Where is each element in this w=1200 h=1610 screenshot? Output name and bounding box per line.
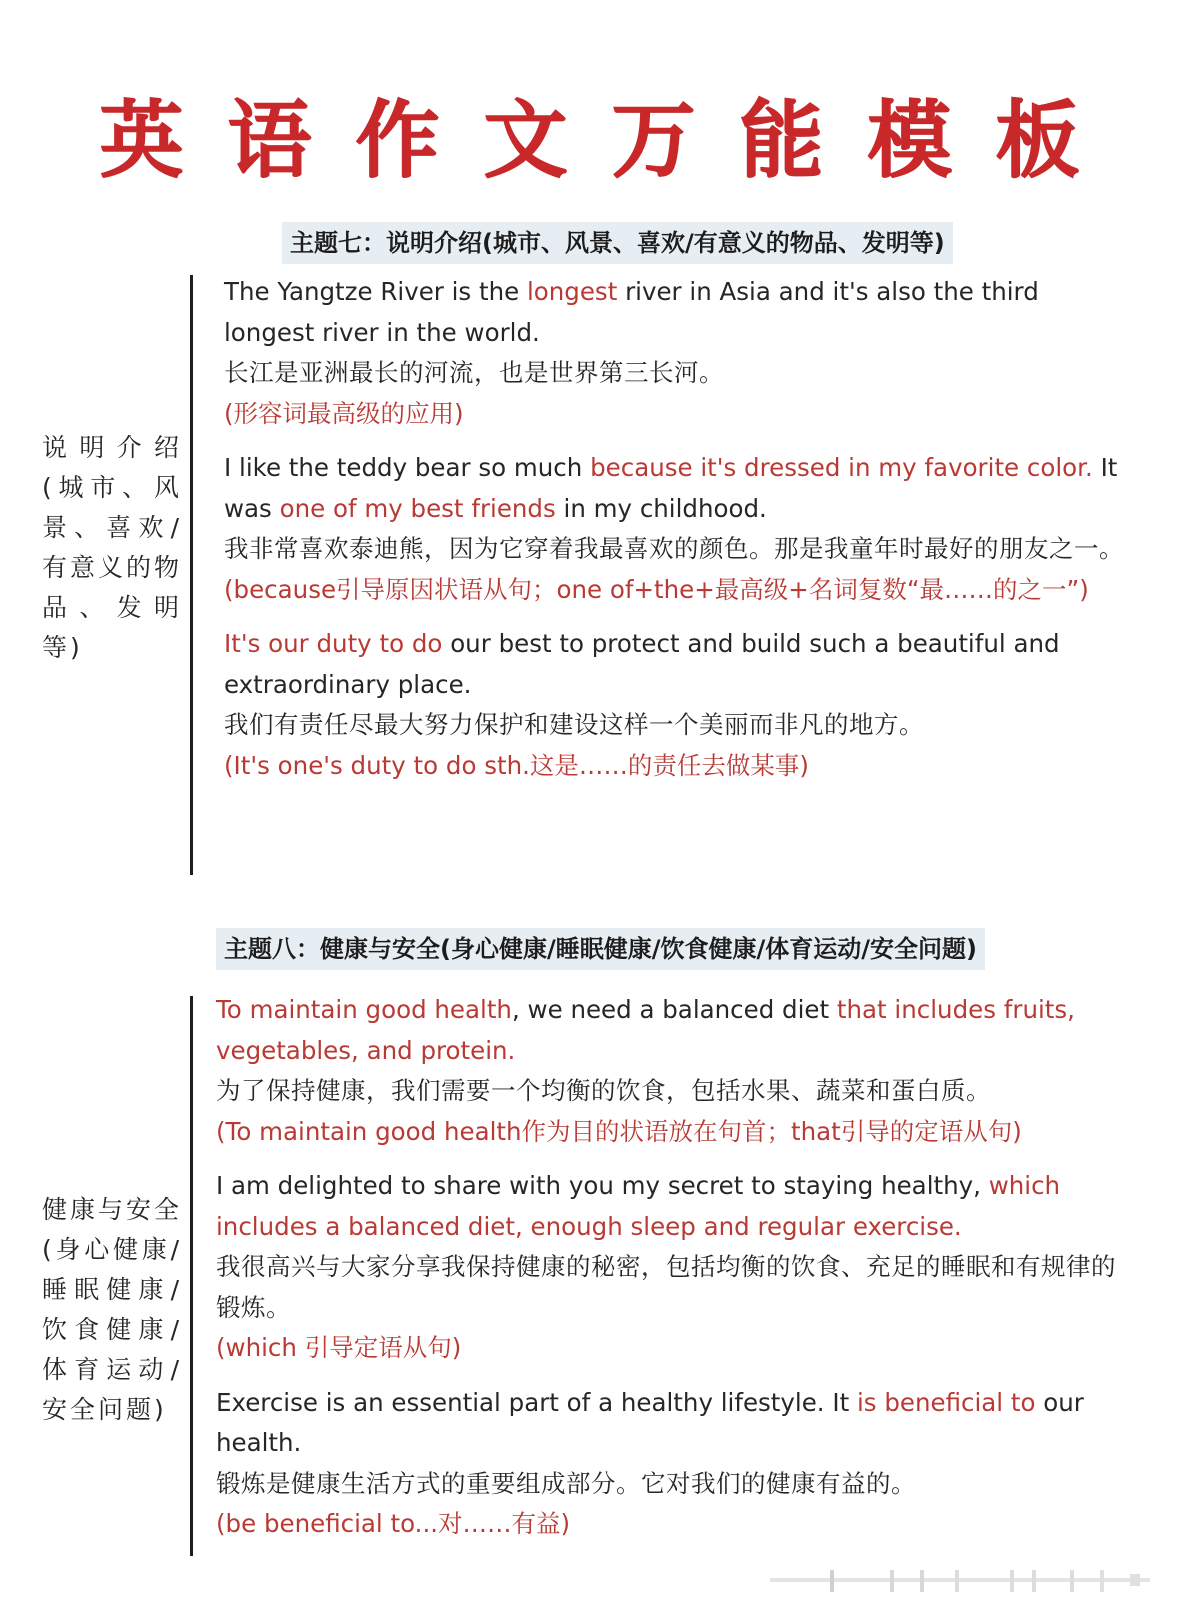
- section-divider-line: [190, 996, 193, 1556]
- section-header-topic-8: 主题八：健康与安全(身心健康/睡眠健康/饮食健康/体育运动/安全问题): [216, 928, 985, 970]
- section-divider-line: [190, 275, 193, 875]
- section-content-topic-7: [224, 272, 1129, 800]
- chinese-translation: 我们有责任尽最大努力保护和建设这样一个美丽而非凡的地方。: [224, 710, 924, 739]
- section-header-topic-7: 主题七：说明介绍(城市、风景、喜欢/有意义的物品、发明等): [282, 222, 953, 264]
- example-entry: [224, 624, 1129, 786]
- grammar-note: (which 引导定语从句): [216, 1333, 462, 1362]
- english-sentence: I am delighted to share with you my secret to staying healthy, which includes a balanced diet, enough sleep and regular exercise.: [216, 1171, 1061, 1241]
- english-sentence: Exercise is an essential part of a healthy lifestyle. It is beneficial to our health.: [216, 1387, 1084, 1457]
- grammar-note: (be beneficial to...对……有益): [216, 1509, 571, 1538]
- grammar-note: (形容词最高级的应用): [224, 398, 464, 428]
- example-entry: [224, 448, 1129, 610]
- page-corner-decoration: [770, 1566, 1170, 1596]
- example-entry: [216, 990, 1121, 1152]
- example-entry: [216, 1166, 1121, 1369]
- chinese-translation: 为了保持健康，我们需要一个均衡的饮食，包括水果、蔬菜和蛋白质。: [216, 1076, 991, 1105]
- section-content-topic-8: [216, 990, 1121, 1559]
- chinese-translation: 我非常喜欢泰迪熊，因为它穿着我最喜欢的颜色。那是我童年时最好的朋友之一。: [224, 534, 1124, 563]
- english-sentence: It's our duty to do our best to protect and build such a beautiful and extraordinary place.: [224, 629, 1060, 699]
- page-title: 英语作文万能模板: [98, 91, 1123, 189]
- english-sentence: To maintain good health, we need a balanced diet that includes fruits, vegetables, and protein.: [216, 995, 1075, 1065]
- grammar-note: (To maintain good health作为目的状语放在句首；that引导的定语从句): [216, 1116, 1022, 1146]
- chinese-translation: 长江是亚洲最长的河流，也是世界第三长河。: [224, 358, 724, 387]
- side-label-topic-7: 说明介绍(城市、风景、喜欢/有意义的物品、发明等): [42, 433, 183, 662]
- chinese-translation: 我很高兴与大家分享我保持健康的秘密，包括均衡的饮食、充足的睡眠和有规律的锻炼。: [216, 1252, 1116, 1322]
- example-entry: [216, 1383, 1121, 1545]
- side-label-topic-8: 健康与安全(身心健康/睡眠健康/饮食健康/体育运动/安全问题): [42, 1195, 183, 1424]
- english-sentence: The Yangtze River is the longest river in Asia and it's also the third longest river in the world.: [224, 277, 1039, 347]
- grammar-note: (because引导原因状语从句；one of+the+最高级+名词复数“最……的之一”): [224, 574, 1089, 604]
- english-sentence: I like the teddy bear so much because it's dressed in my favorite color. It was one of my best friends in my childhood.: [224, 453, 1118, 523]
- grammar-note: (It's one's duty to do sth.这是……的责任去做某事): [224, 750, 809, 780]
- chinese-translation: 锻炼是健康生活方式的重要组成部分。它对我们的健康有益的。: [216, 1468, 916, 1498]
- example-entry: [224, 272, 1129, 434]
